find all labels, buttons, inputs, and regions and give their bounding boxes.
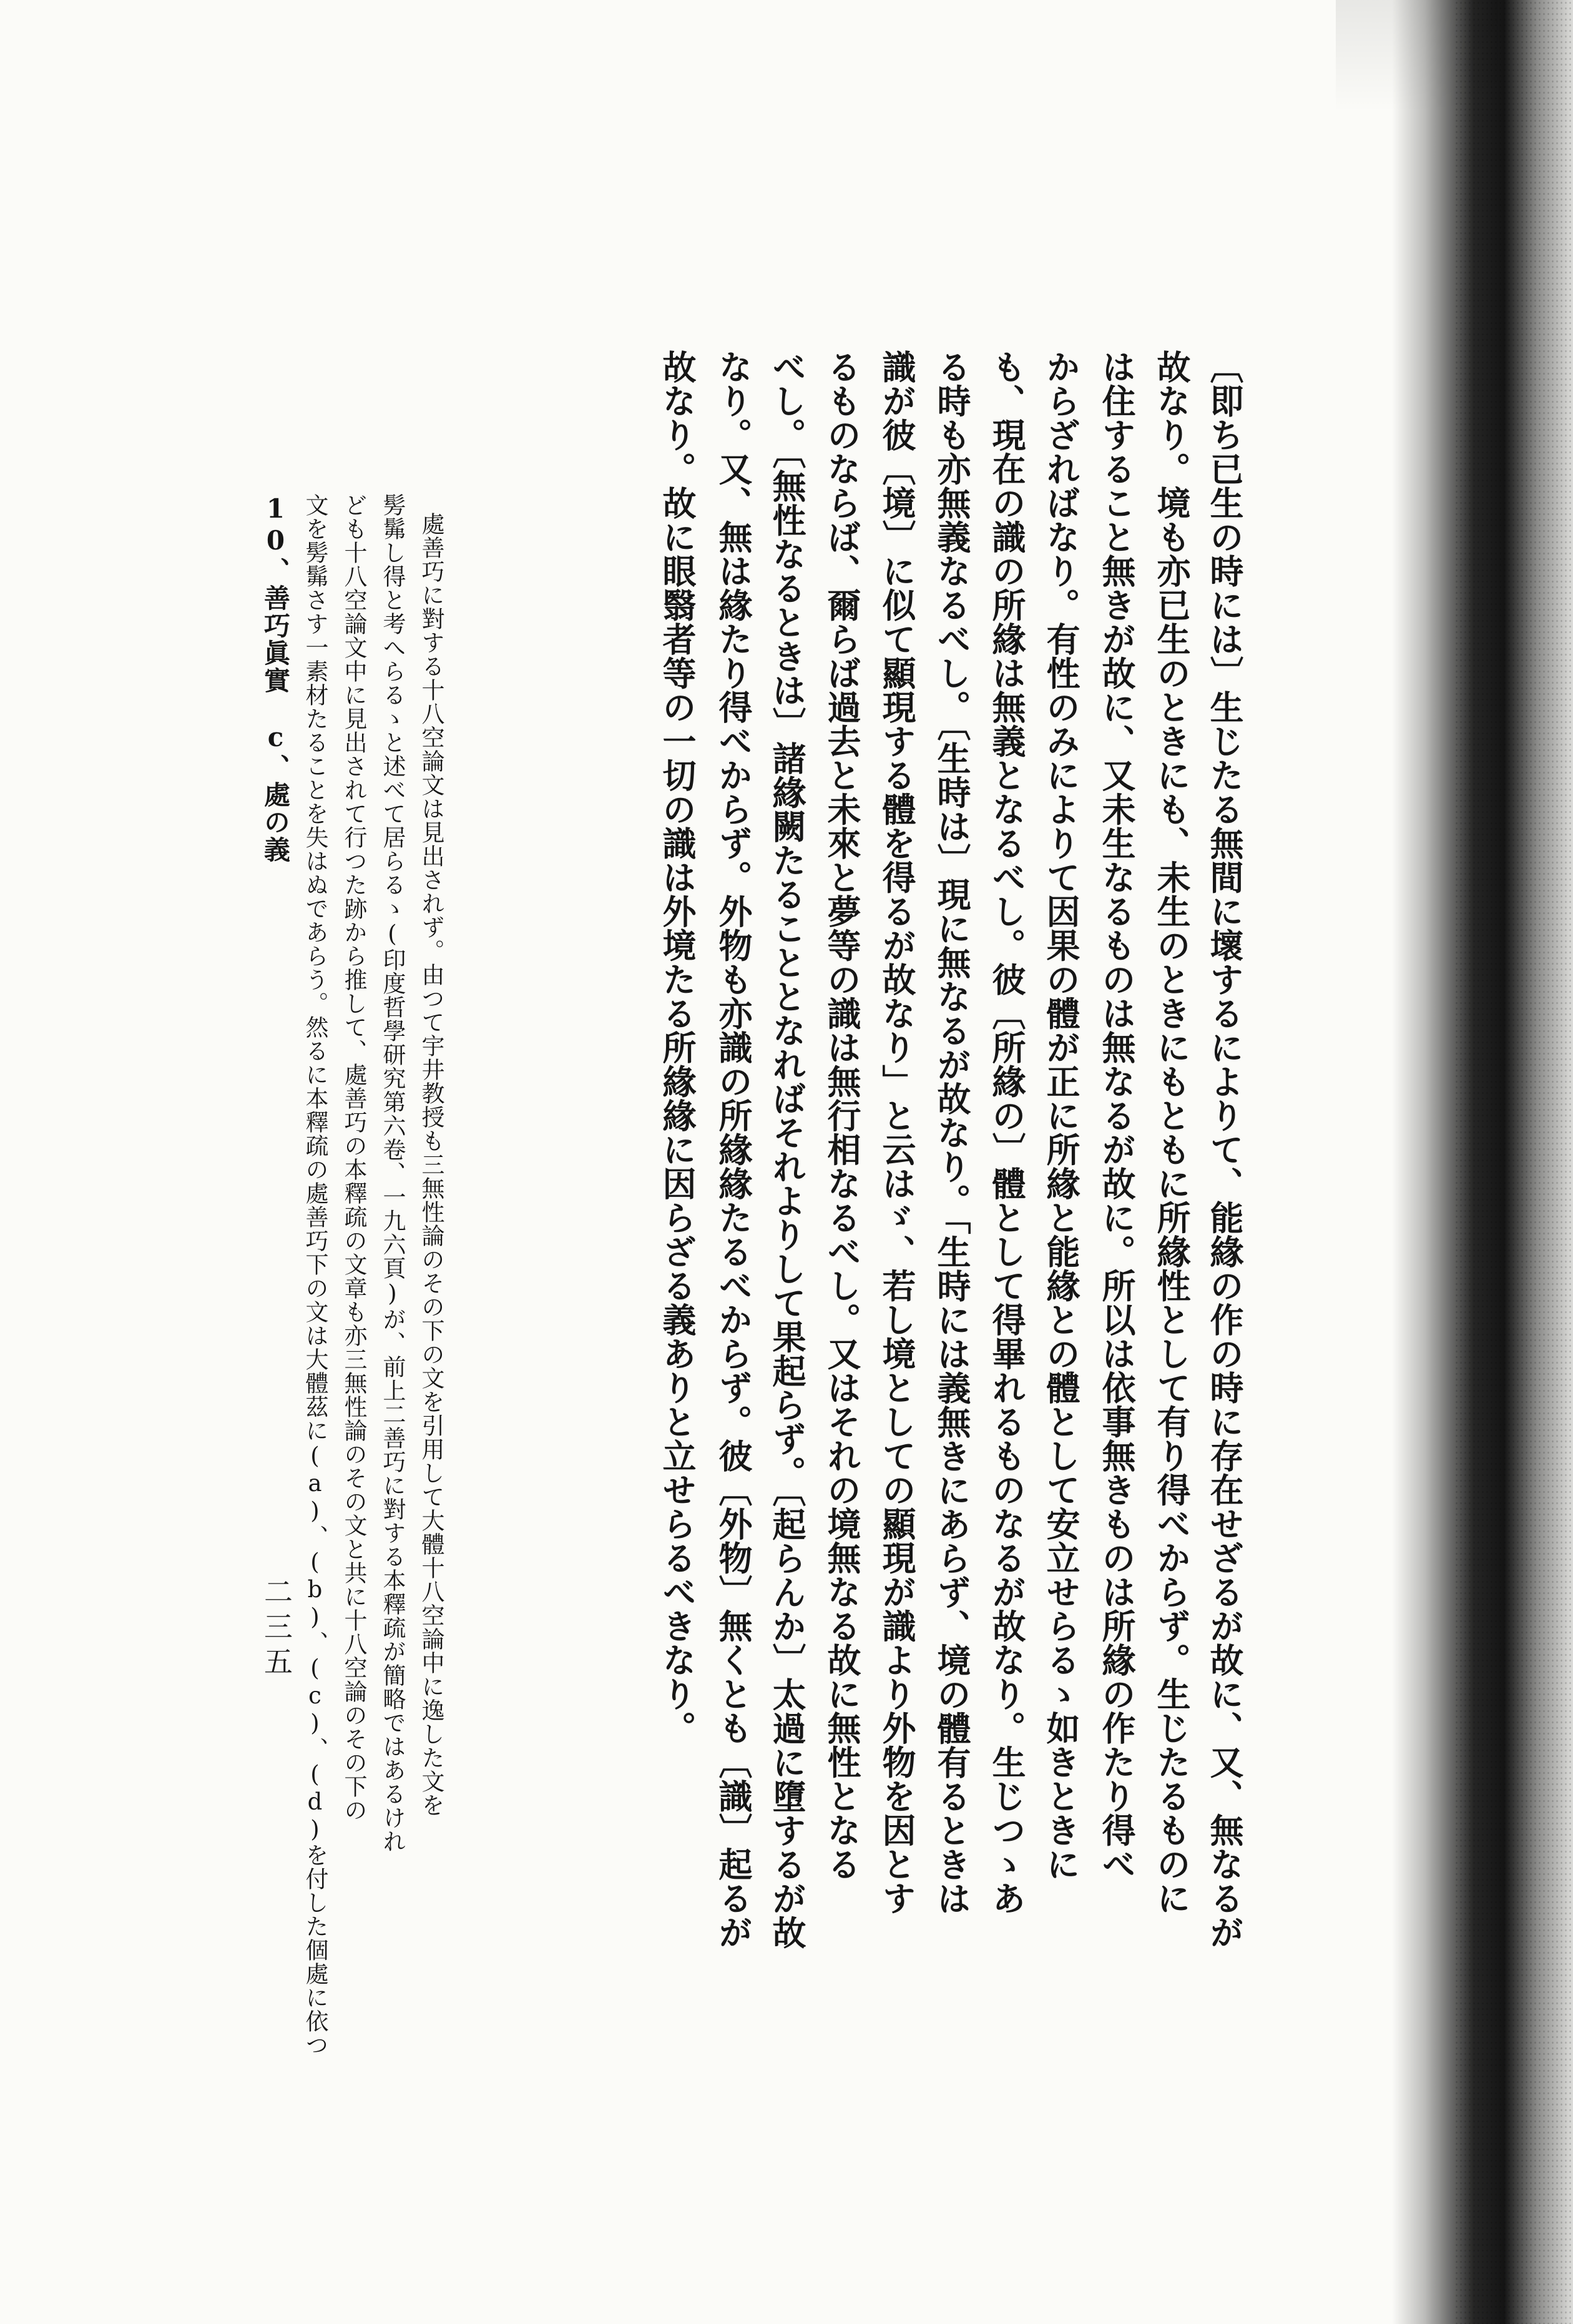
body-line-7: 識が彼〔境〕に似て顯現する體を得るが故なり」と云はゞ、若し境としての顯現が識より外物を因とす bbox=[877, 350, 917, 1915]
body-line-1: 〔即ち已生の時には〕生じたる無間に壞するによりて、能緣の作の時に存在せざるが故に、又、無なるが bbox=[1205, 350, 1245, 1949]
note-line-1: 處善巧に對する十八空論文は見出されず。由つて宇井教授も三無性論のその下の文を引用して大體十八空論中に逸した文を bbox=[418, 512, 444, 1817]
body-line-4: からざればなり。有性のみによりて因果の體が正に所緣と能緣との體として安立せらるゝ如きときに bbox=[1041, 350, 1081, 1881]
note-line-2: 髣髴し得と考へらるゝと述べて居らるゝ(印度哲學研究第六卷、一九六頁)が、前上二善巧に對する本釋疏が簡略ではあるけれ bbox=[379, 493, 406, 1853]
body-line-9: べし。〔無性なるときは〕諸緣闕たることとなればそれよりして果起らず。〔起らんか〕太過に墮するが故 bbox=[767, 350, 807, 1949]
running-header: 10、善巧眞實 c、處の義 bbox=[260, 493, 291, 864]
body-line-5: も、現在の識の所緣は無義となるべし。彼〔所緣の〕體として得畢れるものなるが故なり。生じつゝあ bbox=[987, 350, 1027, 1915]
scan-edge-speckle bbox=[1454, 0, 1573, 2324]
body-line-10: なり。又、無は緣たり得べからず。外物も亦識の所緣緣たるべからず。彼〔外物〕無くとも〔識〕起るが bbox=[713, 350, 753, 1949]
note-line-4: 文を髣髴さす一素材たることを失はぬであらう。然るに本釋疏の處善巧下の文は大體茲に(a)、(b)、(c)、(d)を付した個處に依つ bbox=[301, 493, 328, 2057]
body-line-6: る時も亦無義なるべし。〔生時は〕現に無なるが故なり。「生時には義無きにあらず、境の體有るときは bbox=[932, 350, 972, 1916]
scan-edge-top-shade bbox=[1336, 0, 1498, 112]
page-number: 二三五 bbox=[260, 1577, 293, 1681]
body-line-2: 故なり。境も亦已生のときにも、未生のときにもともに所緣性として有り得べからず。生じたるものに bbox=[1152, 350, 1192, 1915]
body-line-8: るものならば、爾らば過去と未來と夢等の識は無行相なるべし。又はそれの境無なる故に無性となる bbox=[822, 350, 862, 1881]
note-line-3: ども十八空論文中に見出されて行つた跡から推して、處善巧の本釋疏の文章も亦三無性論のその文と共に十八空論のその下の bbox=[340, 493, 367, 1822]
body-line-3: は住すること無きが故に、又未生なるものは無なるが故に。所以は依事無きものは所緣の作たり得べ bbox=[1097, 350, 1137, 1881]
body-line-11: 故なり。故に眼翳者等の一切の識は外境たる所緣緣に因らざる義ありと立せらるべきなり。 bbox=[657, 350, 697, 1745]
